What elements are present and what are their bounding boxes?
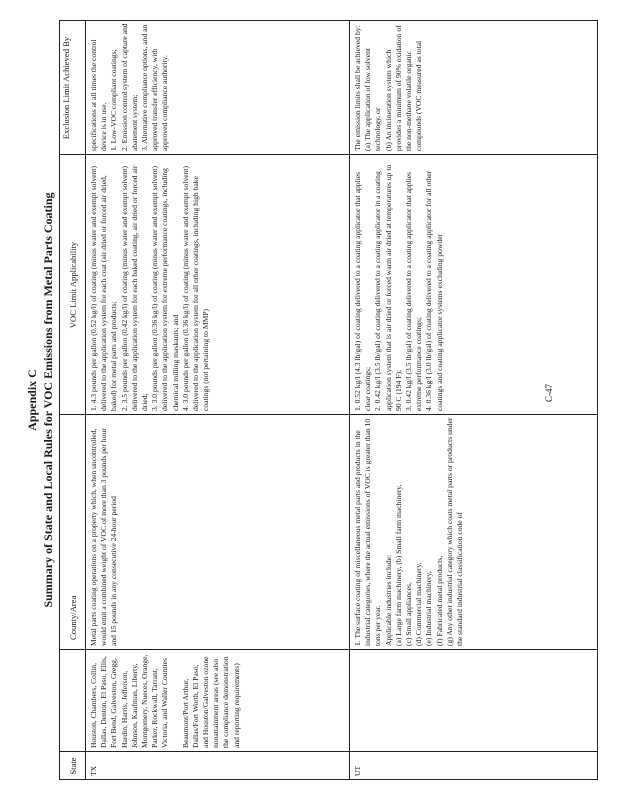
col-border [59, 649, 597, 650]
applicability-item: Applicable industries include: [383, 554, 393, 646]
header-applicability: VOC Limit Applicability [68, 241, 78, 329]
row-state: UT [353, 765, 362, 776]
applicability-item: 1. The surface coating of miscellaneous metal parts and products in the industrial categories, where the actual emissions of VOC is greater than 10 tons per year. [353, 418, 383, 646]
voc-limit-item: 2. 0.42 kg/l (3.5 lb/gal) of coating delivered to a coating applicator in a coating application system that is air dried or forced warm air dried at temperatures up to 90 C (194 F); [373, 164, 403, 411]
rotated-page [19, 20, 599, 780]
applicability-item: (c) Small appliances, [404, 582, 414, 646]
applicability-cell [353, 417, 465, 646]
header-state: State [68, 757, 78, 775]
county-note: Beaumont/Port Arthur, Dallas/Fort Worth, El Paso, and Houston/Galveston ozone nonattainment areas (see also the compliance demonstration and reporting requirements) [180, 656, 241, 748]
exclusion-item: 3. Alternative compliance options, and an approved transfer efficiency, with approved compliance authority. [140, 24, 170, 151]
header-exclusion: Exclusion Limit Achieved By [61, 36, 71, 140]
applicability-item: (g) Any other industrial category which coats metal parts or products under the standard industrial classification code of [444, 417, 465, 646]
county-list: Houston, Chambers, Collin, Dallas, Denton, El Paso, Ellis, Fort Bend, Galveston, Gregg, Hardin, Harris, Jefferson, Johnson, Kaufman, Liberty, Montgomery, Nueces, Orange, Parker, Rockwall, Tarrant, Victoria, and Waller Counties [89, 654, 170, 748]
table-bottom-border [597, 20, 598, 780]
county-cell [89, 652, 242, 748]
applicability-item: (e) Industrial machinery, [424, 571, 434, 646]
voc-limit-item: 2. 3.5 pounds per gallon (0.42 kg/l) of coating (minus water and exempt solvent) delivered to the application system for each baked coating, air dried or forced air dried; [119, 165, 150, 411]
applicability-item: (d) Commercial machinery, [414, 562, 424, 646]
applicability-item: (f) Fabricated metal products, [434, 555, 444, 646]
row-state: TX [89, 765, 98, 776]
exclusion-cell [353, 23, 424, 151]
exclusion-item: The emission limits shall be achieved by: (a) The application of low solvent technology, or [353, 25, 383, 151]
col-border [59, 779, 597, 780]
row-divider [349, 20, 350, 780]
exclusion-item: 1. Low-VOC compliant coatings; [109, 49, 119, 151]
header-county: County/Area [68, 595, 78, 640]
col-border [59, 414, 597, 415]
appendix-title: Appendix C [25, 369, 39, 431]
exclusion-item: (b) An incineration system which provides a minimum of 90% oxidation of the non-methane volatile organic compounds (VOC measured as total [383, 25, 424, 151]
voc-limit-item: 4. 3.0 pounds per gallon (0.36 kg/l) of coating (minus water and exempt solvent) delivered to the application system for all other coatings, including high bake coatings (not pertaining to MMP) [180, 165, 211, 411]
table-title: Summary of State and Local Rules for VOC Emissions from Metal Parts Coating [41, 192, 55, 608]
exclusion-note: specifications at all times the control device is in use. [89, 39, 109, 151]
applicability-item: (a) Large farm machinery, (b) Small farm machinery, [393, 484, 403, 646]
exclusion-cell [89, 23, 171, 151]
voc-limit-item: 4. 0.36 kg/l (3.0 lb/gal) of coating delivered to a coating applicator for all other coatings and coating applicator systems excluding powder [424, 170, 444, 411]
col-border [59, 20, 597, 21]
col-border [59, 154, 597, 155]
applicability-cell: Metal parts coating operations on a property which, when uncontrolled, would emit a combined weight of VOC of more than 3 pounds per hour and 15 pounds in any consecutive 24-hour period [89, 428, 119, 646]
exclusion-item: 2. Emission control system of capture and abatement system; [119, 23, 139, 151]
table-top-border [59, 20, 60, 780]
col-border [59, 751, 597, 752]
header-bottom-border [85, 20, 86, 780]
voc-limit-item: 1. 0.52 kg/l (4.3 lb/gal) of coating delivered to a coating applicator that applies clear coatings; [353, 171, 373, 411]
page-number: C-47 [544, 384, 554, 402]
voc-limit-cell [353, 157, 445, 411]
voc-limit-item: 3. 0.42 kg/l (3.5 lb/gal) of coating delivered to a coating applicator that applies extreme performance coatings; [404, 171, 424, 411]
voc-limit-cell [89, 157, 211, 411]
voc-limit-item: 3. 3.0 pounds per gallon (0.36 kg/l) of coating (minus water and exempt solvent) delivered to the application system for extreme performance coatings, including chemical milling maskants; and [150, 165, 180, 411]
voc-limit-item: 1. 4.3 pounds per gallon (0.52 kg/l) of coating (minus water and exempt solvent) delivered to the application system for each coat (air dried or forced air dried, baked) for metal parts and products; [89, 165, 119, 411]
